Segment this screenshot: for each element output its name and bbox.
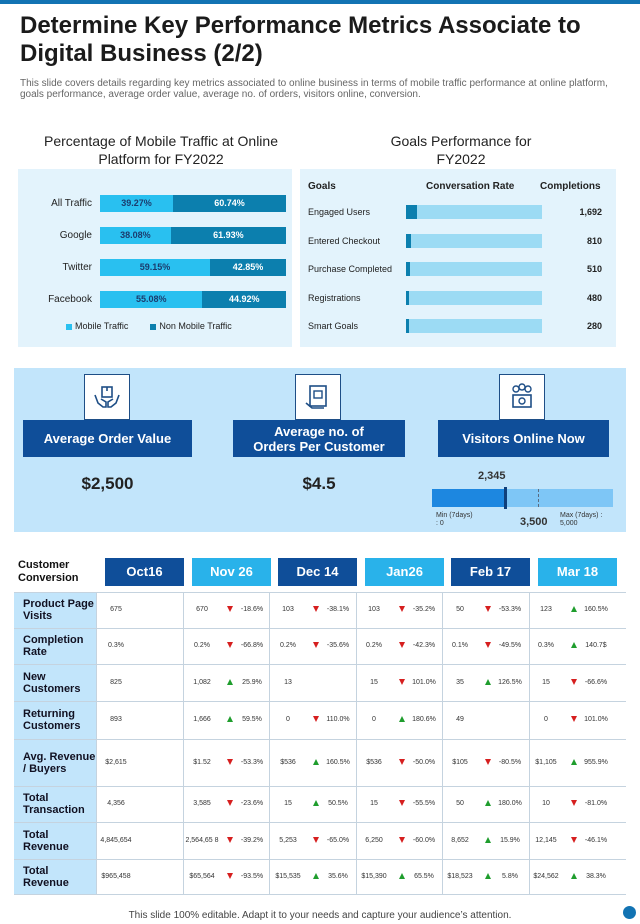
non-mobile-traffic-segment: 60.74% (173, 195, 286, 212)
cell-change-percent: -49.5% (498, 642, 522, 649)
row-divider (14, 859, 626, 860)
down-arrow-icon (485, 642, 491, 648)
goals-row-label: Purchase Completed (308, 264, 393, 274)
up-arrow-icon (485, 873, 491, 879)
down-arrow-icon (313, 642, 319, 648)
down-arrow-icon (571, 800, 577, 806)
down-arrow-icon (227, 642, 233, 648)
cell-change-percent: -42.3% (412, 642, 436, 649)
traffic-bar (100, 195, 286, 212)
non-mobile-traffic-segment: 42.85% (210, 259, 286, 276)
cell-change-percent: -65.0% (326, 836, 350, 844)
goals-rate-fill (406, 291, 409, 305)
goals-rate-fill (406, 319, 409, 333)
cell-value: $536 (366, 758, 382, 766)
up-arrow-icon (227, 716, 233, 722)
down-arrow-icon (227, 800, 233, 806)
traffic-row (18, 291, 292, 308)
row-divider (14, 786, 626, 787)
down-arrow-icon (399, 642, 405, 648)
visitors-gauge-marker (504, 487, 507, 509)
cell-value: $2,615 (105, 758, 127, 766)
down-arrow-icon (313, 716, 319, 722)
month-header: Jan26 (365, 558, 444, 586)
cell-value: 4,356 (107, 800, 125, 807)
traffic-row (18, 195, 292, 212)
column-divider (183, 592, 184, 894)
cell-value: $105 (452, 758, 468, 766)
visitors-gauge-dash (538, 489, 539, 507)
goals-completions-value: 1,692 (579, 207, 602, 217)
cell-change-percent: 140.7$ (585, 642, 607, 649)
cell-change-percent: -81.0% (584, 800, 608, 807)
down-arrow-icon (571, 837, 577, 843)
down-arrow-icon (227, 606, 233, 612)
legend-item (150, 321, 231, 331)
footer-dot (623, 906, 636, 919)
down-arrow-icon (571, 679, 577, 685)
cell-value: 10 (542, 800, 550, 807)
column-divider (529, 592, 530, 894)
cell-change-percent: -55.5% (412, 800, 436, 807)
cell-change-percent: -18.6% (240, 606, 264, 613)
up-arrow-icon (571, 759, 577, 765)
cell-change-percent: -39.2% (240, 836, 264, 844)
goals-rate-track (406, 205, 542, 219)
mobile-traffic-segment: 38.08% (100, 227, 171, 244)
cell-value: 3,585 (193, 800, 211, 807)
cell-change-percent: -66.6% (584, 678, 608, 686)
goals-row-label: Registrations (308, 292, 361, 303)
goals-row-label: Entered Checkout (308, 235, 381, 246)
cell-value: $536 (280, 758, 296, 766)
non-mobile-traffic-segment: 61.93% (171, 227, 286, 244)
row-divider (14, 739, 626, 740)
cell-change-percent: -66.8% (240, 642, 264, 649)
goals-row-label: Smart Goals (308, 321, 359, 331)
cell-value: $965,458 (101, 872, 131, 880)
cell-value: 0.2% (194, 642, 210, 649)
cell-value: 49 (456, 716, 464, 723)
down-arrow-icon (227, 837, 233, 843)
row-divider (14, 664, 626, 665)
cell-value: 35 (456, 678, 464, 686)
row-divider (14, 628, 626, 629)
cell-value: 0.2% (280, 642, 296, 649)
cell-value: 675 (110, 606, 122, 613)
mobile-traffic-segment: 55.08% (100, 291, 202, 308)
visitors-current-value: 2,345 (478, 470, 506, 482)
up-arrow-icon (313, 873, 319, 879)
cell-value: 0 (544, 716, 548, 723)
cell-change-percent: 50.5% (328, 800, 348, 807)
legend-label: Non Mobile Traffic (159, 321, 232, 331)
down-arrow-icon (399, 837, 405, 843)
traffic-row (18, 259, 292, 276)
cell-change-percent: -23.6% (240, 800, 264, 807)
cell-value: 5,253 (279, 836, 297, 844)
down-arrow-icon (399, 606, 405, 612)
cell-change-percent: -53.3% (498, 606, 522, 613)
traffic-row-label: Twitter (62, 262, 92, 273)
goals-rate-track (406, 291, 542, 305)
cell-change-percent: -35.2% (412, 606, 436, 613)
kpi-label-average-order-value: Average Order Value (23, 420, 192, 457)
legend-item (66, 321, 128, 331)
down-arrow-icon (313, 837, 319, 843)
money-coins-icon (499, 374, 545, 420)
cell-change-percent: 126.5% (498, 678, 522, 686)
cell-change-percent: 160.5% (326, 758, 350, 766)
cell-value: 2,564,65 8 (185, 836, 219, 844)
traffic-row-label: Facebook (48, 294, 92, 305)
cell-change-percent: -80.5% (498, 758, 522, 766)
visitors-total-value: 3,500 (520, 516, 548, 528)
up-arrow-icon (571, 873, 577, 879)
cell-value: $1.52 (193, 758, 211, 766)
month-header: Nov 26 (192, 558, 271, 586)
goals-header: Completions (540, 181, 601, 192)
up-arrow-icon (399, 873, 405, 879)
kpi-label-average-orders: Average no. of Orders Per Customer (233, 420, 405, 457)
kpi-label-visitors-online: Visitors Online Now (438, 420, 609, 457)
goals-row (300, 233, 616, 249)
up-arrow-icon (313, 800, 319, 806)
up-arrow-icon (485, 837, 491, 843)
down-arrow-icon (313, 606, 319, 612)
order-box-icon (295, 374, 341, 420)
cell-change-percent: -60.0% (412, 836, 436, 844)
up-arrow-icon (571, 642, 577, 648)
cell-value: 6,250 (365, 836, 383, 844)
cell-change-percent: 25.9% (242, 678, 262, 686)
row-header: Product Page Visits (14, 592, 96, 628)
traffic-legend (66, 321, 232, 331)
mobile-traffic-segment: 59.15% (100, 259, 210, 276)
cell-value: $65,564 (189, 872, 215, 880)
down-arrow-icon (399, 759, 405, 765)
cell-change-percent: 5.8% (502, 872, 518, 880)
traffic-bar (100, 227, 286, 244)
goals-panel-title: Goals Performance for FY2022 (390, 133, 532, 167)
cell-value: 0 (286, 716, 290, 723)
visitors-gauge (432, 489, 613, 507)
legend-swatch (150, 324, 156, 330)
goals-header: Conversation Rate (426, 181, 515, 192)
cell-change-percent: 180.6% (412, 716, 436, 723)
up-arrow-icon (571, 606, 577, 612)
cell-change-percent: -53.3% (240, 758, 264, 766)
column-divider (356, 592, 357, 894)
cell-value: 50 (456, 800, 464, 807)
traffic-panel-title: Percentage of Mobile Traffic at Online Platform for FY2022 (44, 133, 278, 167)
cell-value: 0.2% (366, 642, 382, 649)
up-arrow-icon (485, 679, 491, 685)
goals-row (300, 318, 616, 334)
cell-value: 123 (540, 606, 552, 613)
page-subtitle: This slide covers details regarding key metrics associated to online business in terms of mobile traffic performance at online platform, goals performance, average order value, average no. of orders, visitors online, conversion. (20, 78, 608, 100)
traffic-row-label: Google (59, 230, 92, 241)
cell-change-percent: 101.0% (584, 716, 608, 723)
down-arrow-icon (485, 759, 491, 765)
traffic-bar (100, 291, 286, 308)
cell-change-percent: -38.1% (326, 606, 350, 613)
goals-row (300, 261, 616, 277)
cell-value: 4,845,654 (100, 836, 132, 844)
goals-completions-value: 280 (586, 321, 602, 331)
row-header: Returning Customers (14, 701, 96, 739)
cell-value: $1,105 (535, 758, 557, 766)
cell-change-percent: 955.9% (584, 758, 608, 766)
visitors-max-label: Max (7days) : 5,000 (560, 512, 603, 527)
column-divider (269, 592, 270, 894)
goals-header: Goals (308, 181, 336, 192)
cell-change-percent: 38.3% (586, 872, 606, 880)
cell-value: 893 (110, 716, 122, 723)
up-arrow-icon (485, 800, 491, 806)
down-arrow-icon (227, 873, 233, 879)
mobile-traffic-segment: 39.27% (100, 195, 173, 212)
row-divider (14, 701, 626, 702)
goals-rate-track (406, 234, 542, 248)
up-arrow-icon (227, 679, 233, 685)
goals-rate-fill (406, 234, 411, 248)
cell-value: 50 (456, 606, 464, 613)
cell-value: $15,535 (275, 872, 301, 880)
visitors-min-label: Min (7days) : 0 (436, 512, 473, 527)
row-header: Total Revenue (14, 859, 96, 894)
down-arrow-icon (227, 759, 233, 765)
cell-value: 15 (284, 800, 292, 807)
row-header: Avg. Revenue / Buyers (14, 739, 96, 786)
cell-value: 0.3% (538, 642, 554, 649)
cell-change-percent: 59.5% (242, 716, 262, 723)
cell-value: 15 (542, 678, 550, 686)
up-arrow-icon (399, 716, 405, 722)
cell-value: 0.1% (452, 642, 468, 649)
cell-value: 12,145 (535, 836, 557, 844)
cell-change-percent: -50.0% (412, 758, 436, 766)
goals-row (300, 204, 616, 220)
down-arrow-icon (399, 800, 405, 806)
kpi-value-average-orders: $4.5 (302, 474, 336, 493)
cell-change-percent: 15.9% (500, 836, 520, 844)
footer-note: This slide 100% editable. Adapt it to your needs and capture your audience’s attention. (128, 910, 512, 921)
cell-value: 13 (284, 678, 292, 686)
month-header: Oct16 (105, 558, 184, 586)
month-header: Mar 18 (538, 558, 617, 586)
cell-value: 15 (370, 678, 378, 686)
cell-value: 825 (110, 678, 122, 686)
cell-value: $18,523 (447, 872, 473, 880)
row-divider (14, 894, 626, 895)
kpi-value-average-order-value: $2,500 (81, 474, 134, 493)
cell-value: $24,562 (533, 872, 559, 880)
down-arrow-icon (399, 679, 405, 685)
page-title: Determine Key Performance Metrics Associate to Digital Business (2/2) (20, 12, 581, 67)
visitors-gauge-fill (432, 489, 504, 507)
goals-panel (300, 169, 616, 347)
goals-rate-track (406, 262, 542, 276)
up-arrow-icon (313, 759, 319, 765)
cell-value: 103 (368, 606, 380, 613)
traffic-row-label: All Traffic (51, 198, 92, 209)
non-mobile-traffic-segment: 44.92% (202, 291, 286, 308)
hands-box-icon (84, 374, 130, 420)
row-header: New Customers (14, 664, 96, 701)
goals-row-label: Engaged Users (308, 207, 371, 217)
cell-value: 0.3% (108, 642, 124, 649)
goals-completions-value: 810 (586, 235, 602, 246)
row-divider (14, 592, 626, 593)
cell-value: 103 (282, 606, 294, 613)
cell-change-percent: 110.0% (326, 716, 350, 723)
goals-row (300, 290, 616, 306)
cell-change-percent: -46.1% (584, 836, 608, 844)
cell-change-percent: 65.5% (414, 872, 434, 880)
cell-value: 15 (370, 800, 378, 807)
cell-value: 1,666 (193, 716, 211, 723)
top-accent-line (0, 0, 640, 4)
cell-change-percent: -93.5% (240, 872, 264, 880)
cell-change-percent: 101.0% (412, 678, 436, 686)
cell-change-percent: -35.6% (326, 642, 350, 649)
cell-value: 670 (196, 606, 208, 613)
legend-label: Mobile Traffic (75, 321, 129, 331)
legend-swatch (66, 324, 72, 330)
down-arrow-icon (571, 716, 577, 722)
goals-rate-fill (406, 262, 410, 276)
goals-completions-value: 480 (586, 292, 602, 303)
row-header: Total Revenue (14, 822, 96, 859)
cell-change-percent: 180.0% (498, 800, 522, 807)
traffic-panel (18, 169, 292, 347)
month-header: Feb 17 (451, 558, 530, 586)
cell-value: 1,082 (193, 678, 211, 686)
goals-completions-value: 510 (586, 264, 602, 274)
traffic-row (18, 227, 292, 244)
month-header: Dec 14 (278, 558, 357, 586)
row-header: Completion Rate (14, 628, 96, 664)
traffic-bar (100, 259, 286, 276)
cell-value: 8,652 (451, 836, 469, 844)
cell-change-percent: 160.5% (584, 606, 608, 613)
row-divider (14, 822, 626, 823)
down-arrow-icon (485, 606, 491, 612)
column-divider (96, 592, 97, 894)
column-divider (442, 592, 443, 894)
cell-value: $15,390 (361, 872, 387, 880)
goals-rate-fill (406, 205, 417, 219)
cell-value: 0 (372, 716, 376, 723)
goals-rate-track (406, 319, 542, 333)
cell-change-percent: 35.6% (328, 872, 348, 880)
row-header: Total Transaction (14, 786, 96, 822)
table-corner-label: Customer Conversion (18, 559, 79, 584)
